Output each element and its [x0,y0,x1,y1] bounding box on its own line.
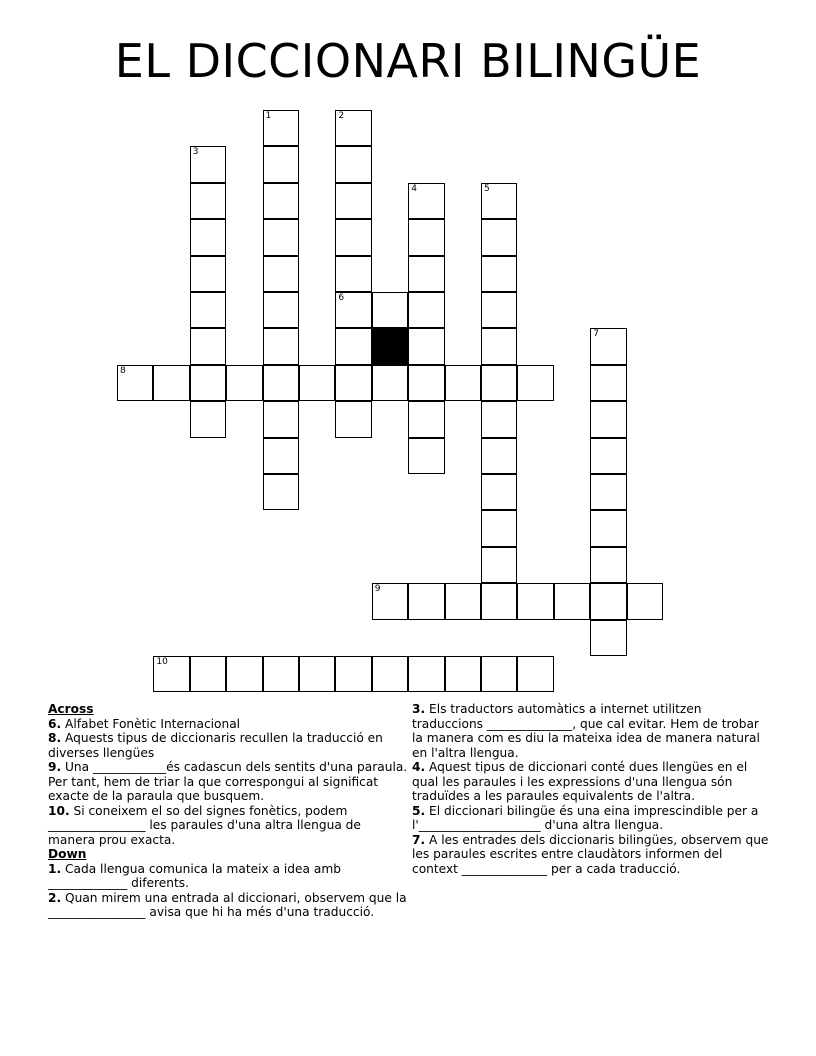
clue-item-number: 7. [412,832,426,847]
down-clue-list-continued [412,702,772,876]
clue-item-text: Aquest tipus de diccionari conté dues llengües en el qual les paraules i les expressions d'una llengua són traduïdes a les paraules equivalents de l'altra. [412,760,748,803]
grid-cell[interactable] [408,256,444,292]
clue-item-number: 3. [412,702,426,716]
grid-cell[interactable] [445,656,481,692]
blocked-cell [372,328,408,364]
clue-item-text: Aquests tipus de diccionaris recullen la traducció en diverses llengües [48,731,383,760]
clue-item-number: 4. [412,760,426,774]
grid-cell[interactable] [408,365,444,401]
grid-cell[interactable] [481,365,517,401]
grid-cell[interactable] [190,328,226,364]
grid-cell[interactable] [263,401,299,437]
grid-cell[interactable] [372,656,408,692]
grid-cell[interactable] [190,146,226,182]
down-clue-list [48,862,408,920]
clue-item [48,862,408,891]
clue-item [412,833,772,877]
grid-cell[interactable] [408,583,444,619]
clue-number: 3 [192,147,199,158]
grid-cell[interactable] [190,365,226,401]
grid-cell[interactable] [481,256,517,292]
grid-cell[interactable] [299,656,335,692]
grid-cell[interactable] [226,365,262,401]
grid-cell[interactable] [590,328,626,364]
grid-cell[interactable] [554,583,590,619]
clue-item-number: 1. [48,861,62,876]
grid-cell[interactable] [263,656,299,692]
grid-cell[interactable] [335,656,371,692]
grid-cell[interactable] [481,547,517,583]
clue-item [48,731,408,760]
clue-item-text: Si coneixem el so del signes fonètics, podem ________________ les paraules d'una altra llengua de manera prou exacta. [48,803,361,847]
clue-number: 7 [593,329,599,340]
grid-cell[interactable] [627,583,663,619]
clues-left-column [48,702,408,920]
clue-number: 4 [411,183,417,194]
grid-cell[interactable] [408,438,444,474]
across-clue-list [48,717,408,848]
clue-item-text: Els traductors automàtics a internet utilitzen traduccions ______________, que cal evitar. Hem de trobar la manera com es diu la mateixa idea de manera natural en l'altra llengua. [412,702,760,760]
clue-item [48,760,408,804]
clue-number: 1 [265,111,272,121]
grid-cell[interactable] [408,219,444,255]
grid-cell[interactable] [153,656,189,692]
clue-item-number: 6. [48,716,62,731]
clue-item-number: 10. [48,803,70,818]
grid-cell[interactable] [263,256,299,292]
grid-cell[interactable] [263,365,299,401]
grid-cell[interactable] [263,146,299,182]
grid-cell[interactable] [153,365,189,401]
grid-cell[interactable] [372,292,408,328]
grid-cell[interactable] [190,219,226,255]
grid-cell[interactable] [408,183,444,219]
grid-cell[interactable] [590,583,626,619]
grid-cell[interactable] [263,328,299,364]
grid-cell[interactable] [590,620,626,656]
clue-item [48,891,408,920]
across-heading: Across [48,702,94,716]
grid-cell[interactable] [481,292,517,328]
grid-cell[interactable] [408,292,444,328]
grid-cell[interactable] [299,365,335,401]
grid-cell[interactable] [408,656,444,692]
grid-cell[interactable] [263,110,299,146]
grid-cell[interactable] [408,401,444,437]
grid-cell[interactable] [408,328,444,364]
clue-number: 6 [338,293,345,303]
grid-cell[interactable] [190,401,226,437]
grid-cell[interactable] [190,183,226,219]
clue-item-number: 8. [48,731,62,745]
grid-cell[interactable] [481,583,517,619]
grid-cell[interactable] [590,401,626,437]
grid-cell[interactable] [372,583,408,619]
grid-cell[interactable] [517,365,553,401]
clue-item-text: A les entrades dels diccionaris bilingües, observem que les paraules escrites entre claudàtors informen del context ______________ per a cada traducció. [412,832,769,876]
clue-number: 5 [484,183,490,194]
clue-number: 9 [374,584,381,595]
clue-item-number: 9. [48,760,62,774]
clue-item-number: 2. [48,890,62,905]
grid-cell[interactable] [263,219,299,255]
grid-cell[interactable] [190,256,226,292]
clue-item-number: 5. [412,803,426,818]
clue-item-text: Cada llengua comunica la mateix a idea amb _____________ diferents. [48,861,341,890]
page-title: EL DICCIONARI BILINGÜE [114,34,702,88]
grid-cell[interactable] [590,547,626,583]
grid-cell[interactable] [445,583,481,619]
grid-cell[interactable] [372,365,408,401]
grid-cell[interactable] [481,438,517,474]
grid-cell[interactable] [481,183,517,219]
grid-cell[interactable] [335,219,371,255]
grid-cell[interactable] [335,256,371,292]
clue-number: 8 [120,365,126,376]
grid-cell[interactable] [590,474,626,510]
grid-cell[interactable] [263,474,299,510]
clue-item [412,804,772,833]
grid-cell[interactable] [481,656,517,692]
grid-cell[interactable] [481,510,517,546]
grid-cell[interactable] [226,656,262,692]
clue-item [48,717,408,732]
grid-cell[interactable] [335,328,371,364]
clue-number: 2 [338,111,345,121]
grid-cell[interactable] [117,365,153,401]
clues-right-column [412,702,772,876]
grid-cell[interactable] [590,365,626,401]
grid-cell[interactable] [517,656,553,692]
clue-number: 10 [156,657,168,667]
clue-item [412,702,772,760]
down-heading: Down [48,847,87,861]
clue-item-text: Quan mirem una entrada al diccionari, observem que la ________________ avisa que hi ha més d'una traducció. [48,890,407,919]
grid-cell[interactable] [335,365,371,401]
grid-cell[interactable] [335,110,371,146]
grid-cell[interactable] [481,219,517,255]
clue-item-text: El diccionari bilingüe és una eina imprescindible per a l'____________________ d'una altra llengua. [412,803,759,832]
clue-item-text: Alfabet Fonètic Internacional [65,716,241,731]
grid-cell[interactable] [481,328,517,364]
grid-cell[interactable] [335,401,371,437]
grid-cell[interactable] [263,292,299,328]
grid-cell[interactable] [481,401,517,437]
grid-cell[interactable] [263,183,299,219]
grid-cell[interactable] [335,292,371,328]
grid-cell[interactable] [481,474,517,510]
grid-cell[interactable] [335,183,371,219]
grid-cell[interactable] [590,510,626,546]
grid-cell[interactable] [190,656,226,692]
grid-cell[interactable] [517,583,553,619]
clue-item [412,760,772,804]
grid-cell[interactable] [445,365,481,401]
clue-item-text: Una ____________és cadascun dels sentits d'una paraula. Per tant, hem de triar la que correspongui al significat exacte de la paraula que busquem. [48,760,408,803]
grid-cell[interactable] [335,146,371,182]
grid-cell[interactable] [190,292,226,328]
grid-cell[interactable] [590,438,626,474]
clue-item [48,804,408,848]
grid-cell[interactable] [263,438,299,474]
